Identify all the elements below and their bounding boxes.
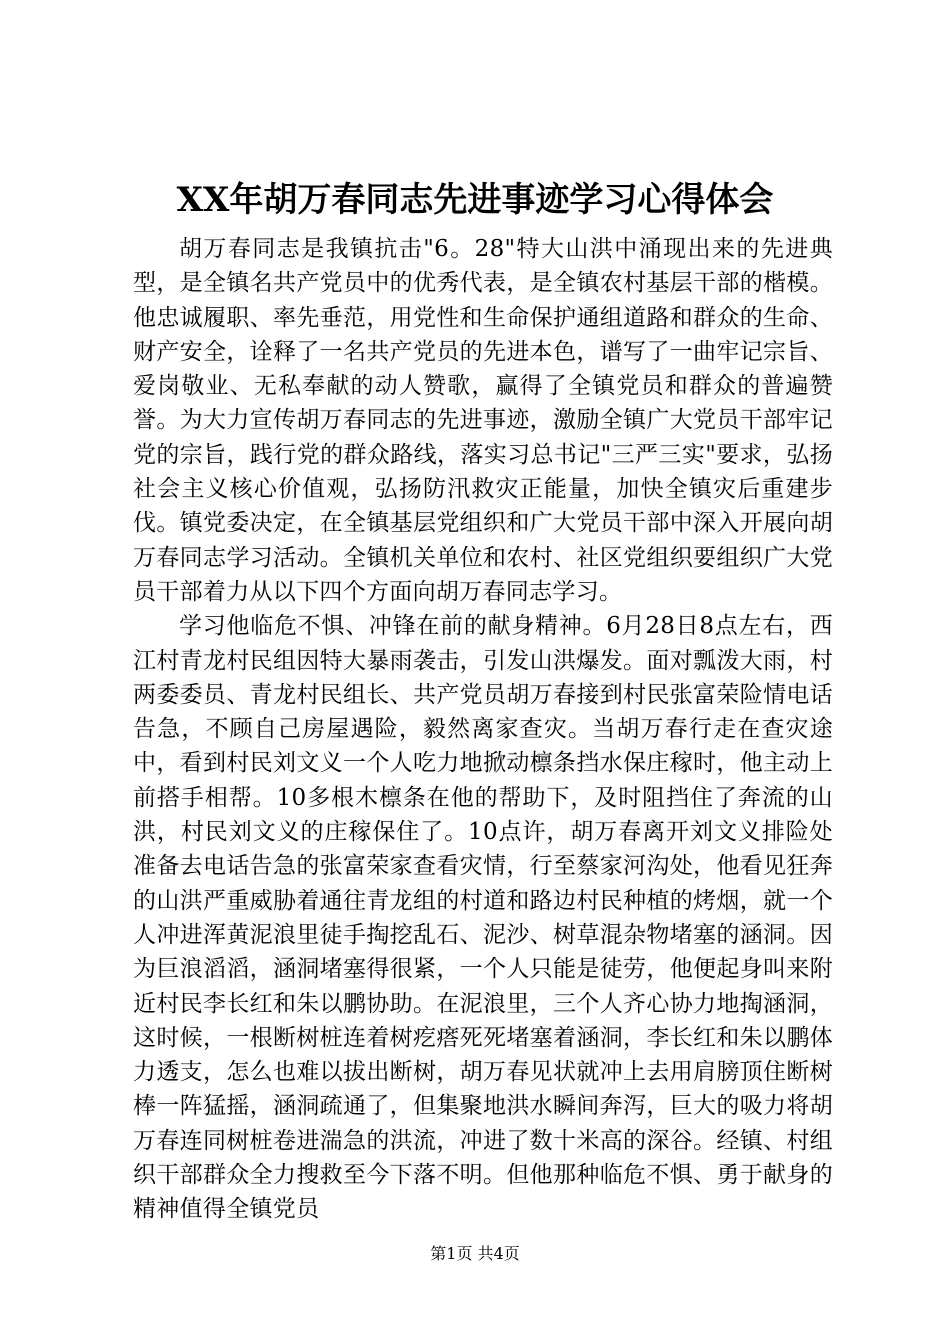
paragraph-study-spirit: 学习他临危不惧、冲锋在前的献身精神。6月28日8点左右，西江村青龙村民组因特大暴雨袭击，引发山洪爆发。面对瓢泼大雨，村两委委员、青龙村民组长、共产党员胡万春接到村民张富荣险情电话告急，不顾自己房屋遇险，毅然离家查灾。当胡万春行走在查灾途中，看到村民刘文义一个人吃力地掀动檩条挡水保庄稼时，他主动上前搭手相帮。10多根木檩条在他的帮助下，及时阻挡住了奔流的山洪，村民刘文义的庄稼保住了。10点许，胡万春离开刘文义排险处准备去电话告急的张富荣家查看灾情，行至蔡家河沟处，他看见狂奔的山洪严重威胁着通往青龙组的村道和路边村民种植的烤烟，就一个人冲进浑黄泥浪里徒手掏挖乱石、泥沙、树草混杂物堵塞的涵洞。因为巨浪滔滔，涵洞堵塞得很紧，一个人只能是徒劳，他便起身叫来附近村民李长红和朱以鹏协助。在泥浪里，三个人齐心协力地掏涵洞，这时候，一根断树桩连着树疙瘩死死堵塞着涵洞，李长红和朱以鹏体力透支，怎么也难以拔出断树，胡万春见状就冲上去用肩膀顶住断树棒一阵猛摇，涵洞疏通了，但集聚地洪水瞬间奔泻，巨大的吸力将胡万春连同树桩卷进湍急的洪流，冲进了数十米高的深谷。经镇、村组织干部群众全力搜救至今下落不明。但他那种临危不惧、勇于献身的精神值得全镇党员 (133, 613, 833, 1223)
document-title: XX年胡万春同志先进事迹学习心得体会 (176, 180, 774, 220)
page-footer: 第1页 共4页 (430, 1244, 520, 1263)
document-body (133, 232, 833, 1227)
paragraph-intro: 胡万春同志是我镇抗击"6。28"特大山洪中涌现出来的先进典型，是全镇名共产党员中的优秀代表，是全镇农村基层干部的楷模。他忠诚履职、率先垂范，用党性和生命保护通组道路和群众的生命、财产安全，诠释了一名共产党员的先进本色，谱写了一曲牢记宗旨、爱岗敬业、无私奉献的动人赞歌，赢得了全镇党员和群众的普遍赞誉。为大力宣传胡万春同志的先进事迹，激励全镇广大党员干部牢记党的宗旨，践行党的群众路线，落实习总书记"三严三实"要求，弘扬社会主义核心价值观，弘扬防汛救灾正能量，加快全镇灾后重建步伐。镇党委决定，在全镇基层党组织和广大党员干部中深入开展向胡万春同志学习活动。全镇机关单位和农村、社区党组织要组织广大党员干部着力从以下四个方面向胡万春同志学习。 (133, 236, 833, 605)
